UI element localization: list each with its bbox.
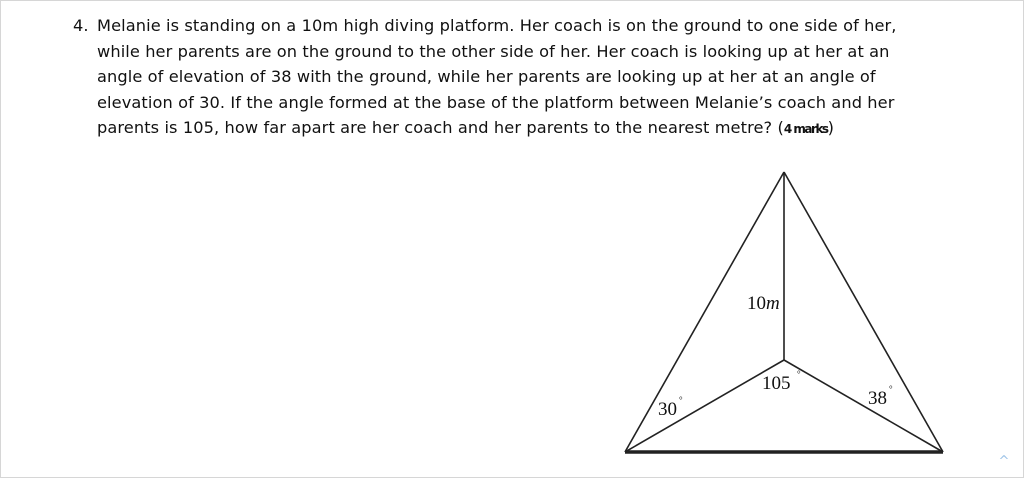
right-angle-degree: ° bbox=[889, 384, 893, 394]
question-line-4: elevation of 30. If the angle formed at the base of the platform between Melanie’s coach and her bbox=[97, 92, 895, 112]
base-angle-degree: ° bbox=[797, 369, 801, 379]
question-number: 4. bbox=[73, 16, 89, 35]
ground-left-line bbox=[625, 360, 784, 452]
left-angle-label: 30 bbox=[658, 399, 677, 420]
marks-badge: 4 marks bbox=[783, 122, 828, 137]
question-line-1: 4. Melanie is standing on a 10m high diving platform. Her coach is on the ground to one side of her, bbox=[73, 13, 953, 39]
question-line-5: parents is 105, how far apart are her coach and her parents to the nearest metre? (4 marks) bbox=[97, 118, 834, 138]
question-line-3: angle of elevation of 38 with the ground, while her parents are looking up at her at an angle of bbox=[97, 67, 876, 87]
scroll-up-icon[interactable]: ^ bbox=[998, 454, 1010, 469]
base-angle-label: 105 bbox=[762, 373, 791, 394]
ground-right-line bbox=[784, 360, 943, 452]
left-angle-degree: ° bbox=[679, 395, 683, 405]
right-angle-label: 38 bbox=[868, 388, 887, 409]
question-text bbox=[73, 13, 953, 143]
question-line-2: while her parents are on the ground to the other side of her. Her coach is looking up at her at an bbox=[97, 41, 890, 61]
platform-diagram bbox=[601, 161, 981, 471]
height-label: 10m bbox=[747, 293, 780, 314]
right-edge bbox=[784, 172, 943, 452]
